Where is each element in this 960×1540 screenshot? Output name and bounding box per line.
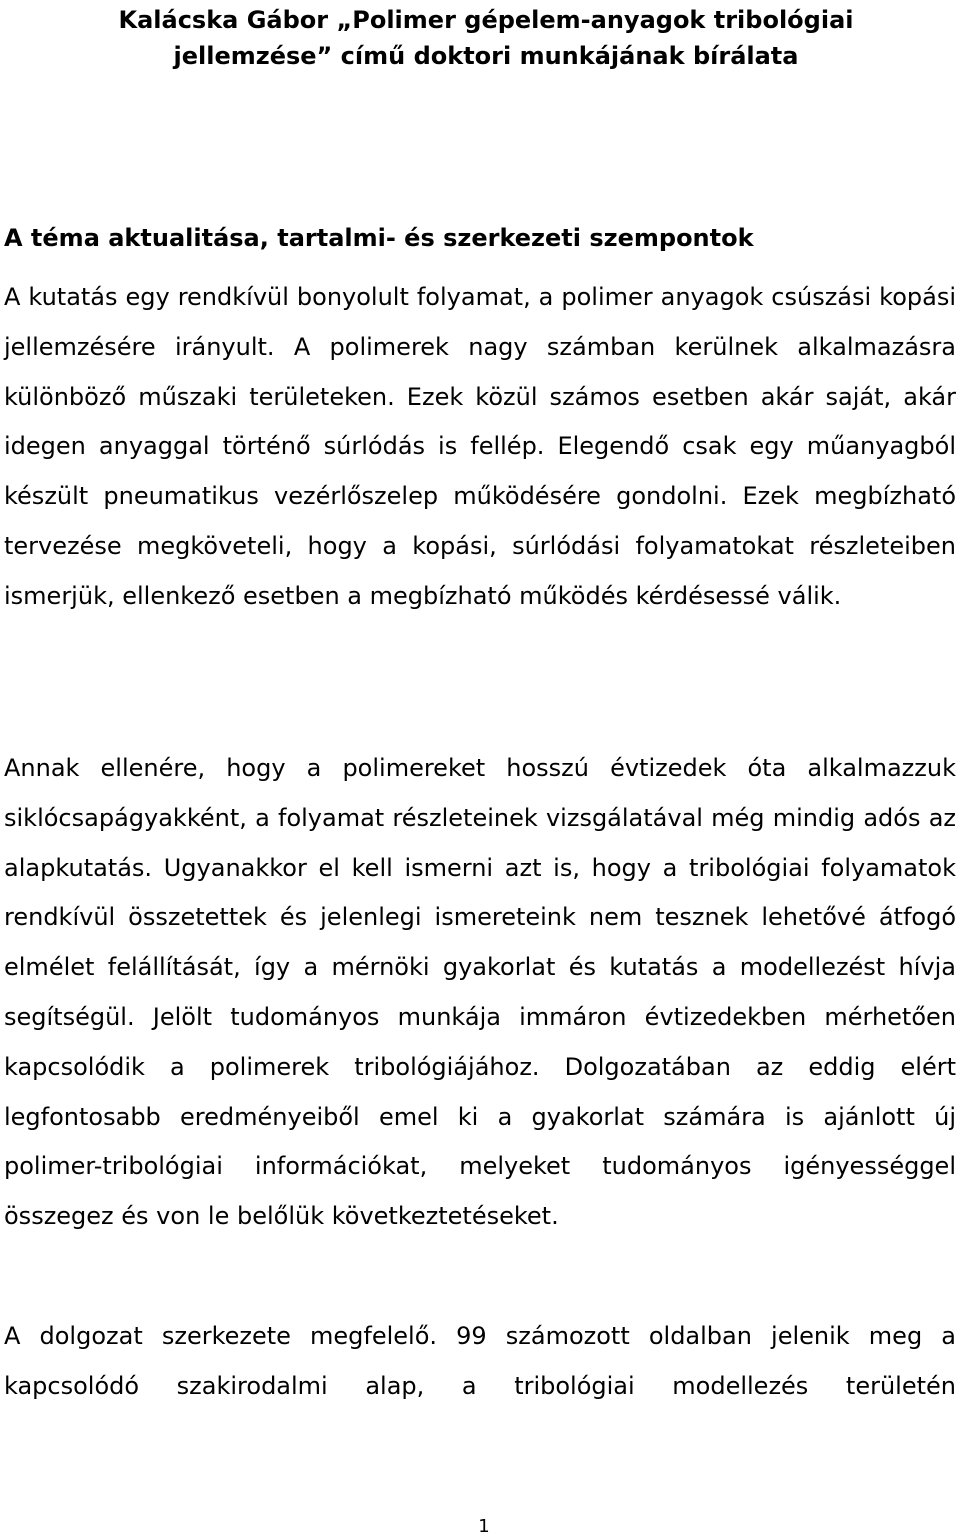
page-number: 1 [478,1516,490,1537]
paragraph-3: A dolgozat szerkezete megfelelő. 99 számozott oldalban jelenik meg a kapcsolódó szakirodalmi alap, a tribológiai modellezés területén [4,1322,956,1400]
title-line-1: Kalácska Gábor „Polimer gépelem-anyagok tribológiai [118,6,854,34]
document-page [4,0,956,1540]
paragraph-1: A kutatás egy rendkívül bonyolult folyamat, a polimer anyagok csúszási kopási jellemzésére irányult. A polimerek nagy számban kerülnek alkalmazásra különböző műszaki területeken. Ezek közül számos esetben akár saját, akár idegen anyaggal történő súrlódás is fellép. Elegendő csak egy műanyagból készült pneumatikus vezérlőszelep működésére gondolni. Ezek megbízható tervezése megköveteli, hogy a kopási, súrlódási folyamatokat részleteiben ismerjük, ellenkező esetben a megbízható működés kérdésessé válik. [4,283,956,610]
document-title [4,2,956,74]
paragraph-2: Annak ellenére, hogy a polimereket hosszú évtizedek óta alkalmazzuk siklócsapágyakként, a folyamat részleteinek vizsgálatával még mindig adós az alapkutatás. Ugyanakkor el kell ismerni azt is, hogy a tribológiai folyamatok rendkívül összetettek és jelenlegi ismereteink nem tesznek lehetővé átfogó elmélet felállítását, így a mérnöki gyakorlat és kutatás a modellezést hívja segítségül. Jelölt tudományos munkája immáron évtizedekben mérhetően kapcsolódik a polimerek tribológiájához. Dolgozatában az eddig elért legfontosabb eredményeiből emel ki a gyakorlat számára is ajánlott új polimer-tribológiai információkat, melyeket tudományos igényességgel összegez és von le belőlük következtetéseket. [4,754,956,1231]
section-heading: A téma aktualitása, tartalmi- és szerkezeti szempontok [4,224,754,252]
title-line-2: jellemzése” című doktori munkájának bírálata [173,42,799,70]
